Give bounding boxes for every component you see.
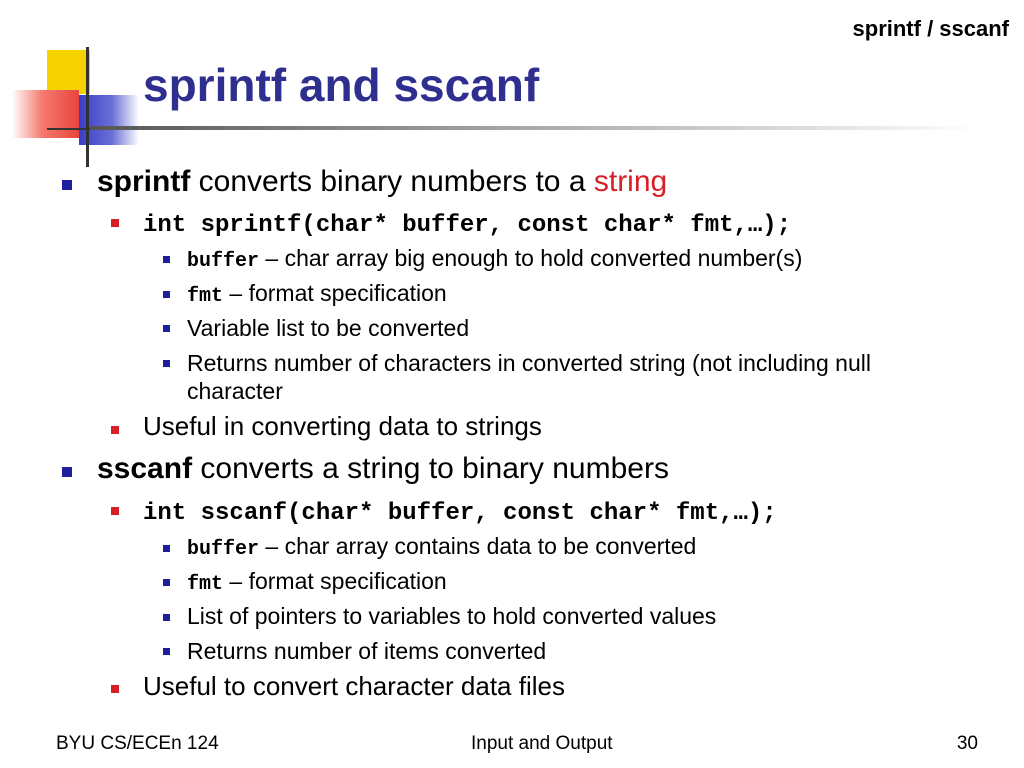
sprintf-returns [187,349,871,405]
sscanf-useful: Useful to convert character data files [143,671,565,701]
sprintf-param-buffer [187,244,802,276]
param-code: fmt [187,285,224,308]
returns-line-1: Returns number of characters in converted string (not including null [187,350,871,376]
page-number: 30 [956,733,978,754]
bullet-square-icon [62,467,72,477]
footer-topic: Input and Output [471,733,613,754]
bullet-square-icon [62,180,72,190]
param-code: fmt [187,573,224,596]
bullet-square-icon [163,614,170,621]
returns-line-2: character [187,378,283,404]
sprintf-description: converts binary numbers to a [190,165,594,198]
param-text: – char array contains data to be converted [259,533,697,559]
sprintf-keyword: sprintf [97,165,191,198]
sprintf-signature: int sprintf(char* buffer, const char* fmt,…); [143,212,792,239]
sscanf-pointer-list: List of pointers to variables to hold converted values [187,603,717,629]
sscanf-param-buffer [187,532,696,564]
param-code: buffer [187,538,260,561]
bullet-square-icon [111,685,119,693]
logo-yellow-square [47,50,90,94]
title-divider [90,126,980,130]
param-text: – char array big enough to hold converted number(s) [259,245,803,271]
sscanf-description: converts a string to binary numbers [192,452,669,485]
sprintf-param-fmt [187,279,447,311]
sprintf-variable-list: Variable list to be converted [187,315,470,341]
logo-vertical-line [86,47,89,167]
bullet-square-icon [163,325,170,332]
param-text: – format specification [223,280,447,306]
sscanf-signature-bullet [143,495,777,527]
logo-red-square [12,90,79,138]
bullet-square-icon [111,219,119,227]
sscanf-returns: Returns number of items converted [187,638,547,664]
bullet-square-icon [163,579,170,586]
bullet-square-icon [163,545,170,552]
bullet-square-icon [163,648,170,655]
sprintf-useful: Useful in converting data to strings [143,411,542,441]
bullet-square-icon [111,507,119,515]
string-highlight: string [593,165,668,198]
param-code: buffer [187,250,260,273]
sprintf-signature-bullet [143,207,791,239]
sscanf-param-fmt [187,567,447,599]
param-text: – format specification [223,568,447,594]
sscanf-keyword: sscanf [97,452,193,485]
sscanf-signature: int sscanf(char* buffer, const char* fmt,…); [143,500,777,527]
bullet-square-icon [111,426,119,434]
bullet-square-icon [163,360,170,367]
bullet-square-icon [163,256,170,263]
sprintf-bullet [97,165,667,199]
footer-course: BYU CS/ECEn 124 [56,733,219,754]
slide-title: sprintf and sscanf [143,59,540,111]
sscanf-bullet [97,452,669,486]
section-header: sprintf / sscanf [852,16,1009,41]
bullet-square-icon [163,291,170,298]
